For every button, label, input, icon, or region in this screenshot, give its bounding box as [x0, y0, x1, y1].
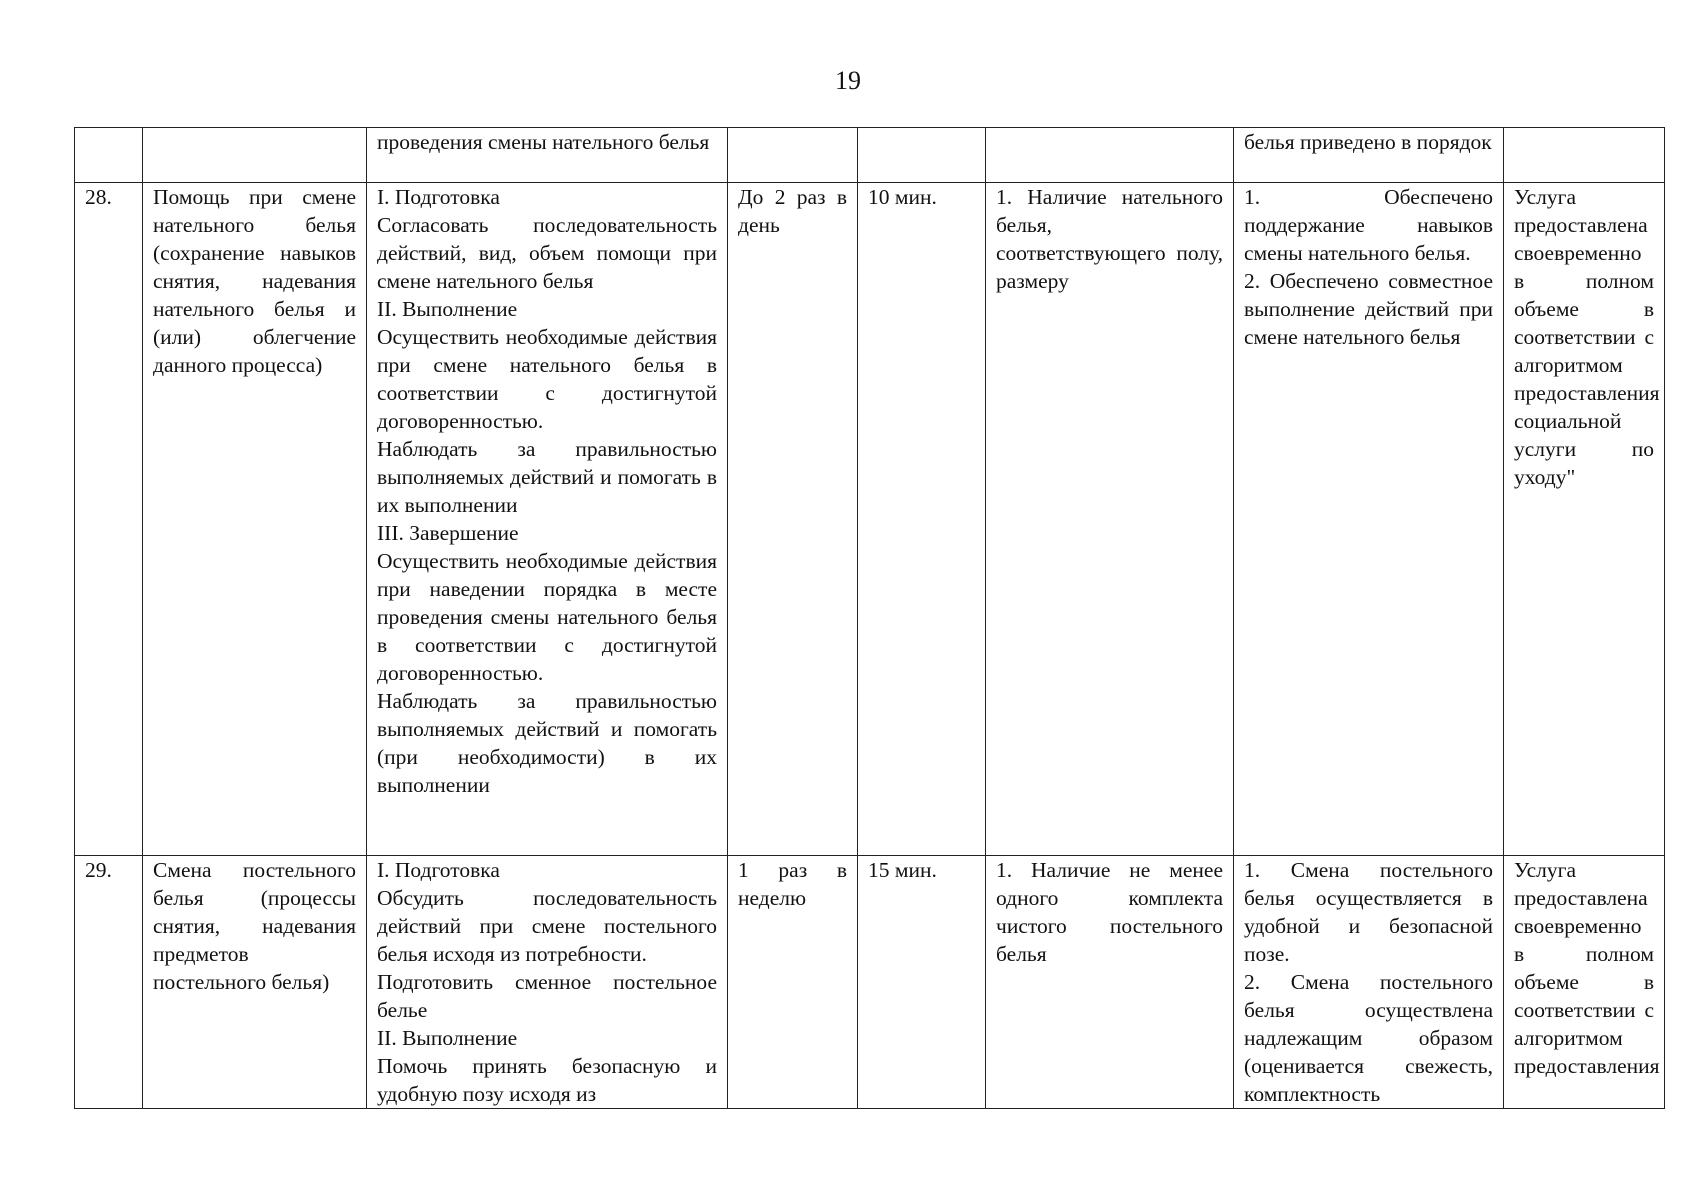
service-frequency: 1 раз в неделю [728, 856, 858, 1109]
service-conditions: 1. Наличие нательного белья, соответствующего полу, размеру [986, 183, 1234, 856]
service-conditions [986, 128, 1234, 183]
service-results [1234, 856, 1504, 1109]
description-line: Помочь принять безопасную и удобную позу исходя из [377, 1054, 717, 1106]
description-line: Наблюдать за правильностью выполняемых действий и помогать в их выполнении [377, 437, 717, 517]
table-row [75, 856, 1665, 1109]
service-conditions: 1. Наличие не менее одного комплекта чистого постельного белья [986, 856, 1234, 1109]
row-number: 28. [75, 183, 143, 856]
service-frequency [728, 128, 858, 183]
service-description [367, 856, 728, 1109]
result-line: 2. Обеспечено совместное выполнение действий при смене нательного белья [1244, 269, 1493, 349]
description-line: Наблюдать за правильностью выполняемых действий и помогать (при необходимости) в их выполнении [377, 689, 717, 797]
service-quality: Услуга предоставлена своевременно в полном объеме в соответствии с алгоритмом предоставления социальной услуги по уходу" [1504, 183, 1665, 856]
description-line: II. Выполнение [377, 297, 518, 321]
service-results [1234, 128, 1504, 183]
description-line: проведения смены нательного белья [377, 130, 710, 154]
service-name: Смена постельного белья (процессы снятия, надевания предметов постельного белья) [143, 856, 367, 1109]
service-description [367, 183, 728, 856]
description-line: II. Выполнение [377, 1026, 518, 1050]
table-row [75, 183, 1665, 856]
description-line: Осуществить необходимые действия при смене нательного белья в соответствии с достигнутой договоренностью. [377, 325, 717, 433]
result-line: белья приведено в порядок [1244, 130, 1492, 154]
row-number [75, 128, 143, 183]
description-line: Обсудить последовательность действий при смене постельного белья исходя из потребности. [377, 886, 717, 966]
page-number: 19 [835, 66, 861, 95]
description-line: III. Завершение [377, 521, 519, 545]
service-name: Помощь при смене нательного белья (сохранение навыков снятия, надевания нательного белья и (или) облегчение данного процесса) [143, 183, 367, 856]
description-line: I. Подготовка [377, 858, 500, 882]
description-line: I. Подготовка [377, 185, 500, 209]
services-table [74, 127, 1665, 1109]
service-name [143, 128, 367, 183]
description-line: Подготовить сменное постельное белье [377, 970, 717, 1022]
service-frequency: До 2 раз в день [728, 183, 858, 856]
description-line: Согласовать последовательность действий, вид, объем помощи при смене нательного белья [377, 213, 717, 293]
service-quality: Услуга предоставлена своевременно в полном объеме в соответствии с алгоритмом предоставления [1504, 856, 1665, 1109]
service-duration: 10 мин. [858, 183, 986, 856]
service-quality [1504, 128, 1665, 183]
result-line: 2. Смена постельного белья осуществлена надлежащим образом (оценивается свежесть, комплектность [1244, 970, 1493, 1106]
service-description [367, 128, 728, 183]
service-duration [858, 128, 986, 183]
result-line: 1. Смена постельного белья осуществляется в удобной и безопасной позе. [1244, 858, 1493, 966]
service-results [1234, 183, 1504, 856]
description-line: Осуществить необходимые действия при наведении порядка в месте проведения смены нательного белья в соответствии с достигнутой договоренностью. [377, 549, 717, 685]
service-duration: 15 мин. [858, 856, 986, 1109]
table-row [75, 128, 1665, 183]
result-line: 1. Обеспечено поддержание навыков смены нательного белья. [1244, 185, 1493, 265]
row-number: 29. [75, 856, 143, 1109]
